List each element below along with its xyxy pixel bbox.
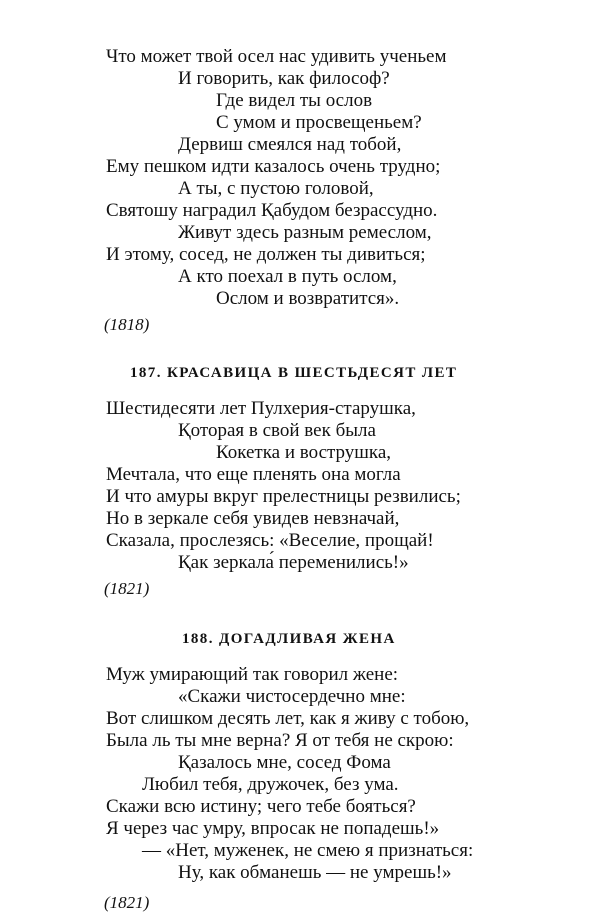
- poem-line: Вот слишком десять лет, как я живу с тобою,: [106, 708, 470, 729]
- poem-line: Святошу наградил Қабудом безрассудно.: [106, 200, 438, 221]
- poem-line: Қоторая в свой век была: [178, 420, 376, 441]
- poem-line: Скажи всю истину; чего тебе бояться?: [106, 796, 416, 817]
- poem-line: «Скажи чистосердечно мне:: [178, 686, 406, 707]
- poem-line: Любил тебя, дружочек, без ума.: [142, 774, 399, 795]
- poem-line: Была ль ты мне верна? Я от тебя не скрою:: [106, 730, 454, 751]
- poem-line: Что может твой осел нас удивить ученьем: [106, 46, 447, 67]
- poem-line: Живут здесь разным ремеслом,: [178, 222, 432, 243]
- poem-line: Мечтала, что еще пленять она могла: [106, 464, 401, 485]
- poem-line: Ослом и возвратится».: [216, 288, 400, 309]
- poem-title: 187. КРАСАВИЦА В ШЕСТЬДЕСЯТ ЛЕТ: [130, 365, 458, 381]
- poem-line: — «Нет, муженек, не смею я признаться:: [142, 840, 474, 861]
- poem-line: Где видел ты ослов: [216, 90, 373, 111]
- poem-line: Я через час умру, впросак не попадешь!»: [106, 818, 440, 839]
- poem-line: И говорить, как философ?: [178, 68, 390, 89]
- poem-date: (1821): [104, 893, 150, 912]
- poem-line: Сказала, прослезясь: «Веселие, прощай!: [106, 530, 434, 551]
- poem-line: Кокетка и вострушка,: [216, 442, 392, 463]
- poem-line: А ты, с пустою головой,: [178, 178, 374, 199]
- poem-line: Дервиш смеялся над тобой,: [178, 134, 402, 155]
- poem-line: Шестидесяти лет Пулхерия-старушка,: [106, 398, 416, 419]
- poem-line: Ему пешком идти казалось очень трудно;: [106, 156, 441, 177]
- poem-date: (1818): [104, 315, 150, 334]
- poem-line: Қак зеркала́ переменились!»: [178, 552, 409, 573]
- poem-line: И этому, сосед, не должен ты дивиться;: [106, 244, 426, 265]
- poem-line: Қазалось мне, сосед Фома: [178, 752, 391, 773]
- poem-line: Но в зеркале себя увидев невзначай,: [106, 508, 400, 529]
- poem-line: С умом и просвещеньем?: [216, 112, 422, 133]
- poem-line: Муж умирающий так говорил жене:: [106, 664, 399, 685]
- poem-line: Ну, как обманешь — не умрешь!»: [178, 862, 452, 883]
- poem-date: (1821): [104, 579, 150, 598]
- poem-title: 188. ДОГАДЛИВАЯ ЖЕНА: [182, 631, 396, 647]
- poem-line: А кто поехал в путь ослом,: [178, 266, 397, 287]
- poem-line: И что амуры вкруг прелестницы резвились;: [106, 486, 461, 507]
